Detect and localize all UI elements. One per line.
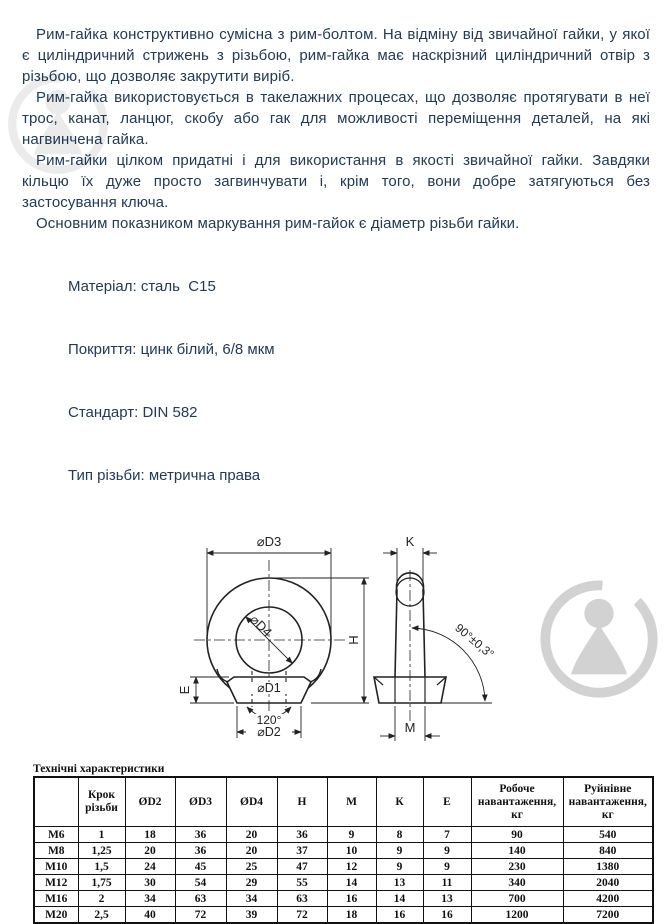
table-header-cell: ØD2	[125, 777, 175, 827]
size-cell: M12	[34, 875, 78, 891]
table-header-cell: Крок різьби	[78, 777, 125, 827]
value-cell: 13	[376, 875, 423, 891]
value-cell: 18	[125, 827, 175, 843]
value-cell: 20	[226, 827, 277, 843]
dim-label-d4: ⌀D4	[247, 611, 276, 640]
value-cell: 1380	[563, 859, 653, 875]
size-cell: M10	[34, 859, 78, 875]
value-cell: 36	[277, 827, 327, 843]
table-header-cell: ØD3	[175, 777, 226, 827]
value-cell: 14	[327, 875, 376, 891]
value-cell: 1,75	[78, 875, 125, 891]
spec-coating: Покриття: цинк білий, 6/8 мкм	[68, 341, 275, 358]
value-cell: 45	[175, 859, 226, 875]
value-cell: 39	[226, 907, 277, 924]
paragraph-marking: Основним показником маркування рим-гайок є діаметр різьби гайки.	[36, 215, 520, 232]
specs-table	[33, 776, 654, 924]
table-header-cell: М	[327, 777, 376, 827]
spec-material: Матеріал: сталь С15	[68, 278, 216, 295]
value-cell: 54	[175, 875, 226, 891]
table-header-cell	[34, 777, 78, 827]
value-cell: 36	[175, 827, 226, 843]
value-cell: 47	[277, 859, 327, 875]
value-cell: 24	[125, 859, 175, 875]
value-cell: 12	[327, 859, 376, 875]
value-cell: 18	[327, 907, 376, 924]
value-cell: 63	[175, 891, 226, 907]
table-header-cell: Руйнівне навантаження, кг	[563, 777, 653, 827]
value-cell: 9	[376, 843, 423, 859]
dim-label-d1: ⌀D1	[257, 681, 281, 695]
value-cell: 72	[277, 907, 327, 924]
table-row	[34, 827, 653, 843]
value-cell: 340	[471, 875, 563, 891]
value-cell: 7200	[563, 907, 653, 924]
value-cell: 11	[423, 875, 471, 891]
table-header-cell: ØD4	[226, 777, 277, 827]
dim-label-90deg: 90°±0,3°	[452, 620, 497, 662]
value-cell: 1,25	[78, 843, 125, 859]
value-cell: 37	[277, 843, 327, 859]
value-cell: 700	[471, 891, 563, 907]
spec-thread-type: Тип різьби: метрична права	[68, 467, 261, 484]
table-row	[34, 859, 653, 875]
dim-label-h: H	[346, 635, 361, 645]
table-title: Технічні характеристики	[33, 763, 165, 775]
value-cell: 540	[563, 827, 653, 843]
value-cell: 9	[423, 843, 471, 859]
value-cell: 72	[175, 907, 226, 924]
value-cell: 34	[125, 891, 175, 907]
value-cell: 1,5	[78, 859, 125, 875]
technical-drawing	[174, 532, 519, 761]
value-cell: 25	[226, 859, 277, 875]
paragraph-intro: Рим-гайка конструктивно сумісна з рим-болтом. На відміну від звичайної гайки, у якої є циліндричний стрижень з різьбою, рим-гайка має наскрізний циліндричний отвір з різьбою, що дозволяє закрутити виріб.	[22, 26, 650, 85]
table-header-cell: Робоче навантаження, кг	[471, 777, 563, 827]
value-cell: 9	[423, 859, 471, 875]
value-cell: 9	[327, 827, 376, 843]
size-cell: M6	[34, 827, 78, 843]
table-section	[33, 763, 647, 924]
value-cell: 34	[226, 891, 277, 907]
value-cell: 55	[277, 875, 327, 891]
dim-label-d2: ⌀D2	[257, 725, 281, 739]
dim-label-k: K	[405, 534, 415, 549]
value-cell: 840	[563, 843, 653, 859]
value-cell: 4200	[563, 891, 653, 907]
value-cell: 1	[78, 827, 125, 843]
table-header-cell: К	[376, 777, 423, 827]
table-row	[34, 875, 653, 891]
value-cell: 16	[376, 907, 423, 924]
size-cell: M20	[34, 907, 78, 924]
value-cell: 63	[277, 891, 327, 907]
value-cell: 90	[471, 827, 563, 843]
value-cell: 29	[226, 875, 277, 891]
value-cell: 1200	[471, 907, 563, 924]
dim-label-e: E	[177, 685, 192, 695]
dim-label-d3: ⌀D3	[256, 534, 282, 549]
table-row	[34, 907, 653, 924]
value-cell: 2040	[563, 875, 653, 891]
value-cell: 20	[125, 843, 175, 859]
value-cell: 230	[471, 859, 563, 875]
value-cell: 13	[423, 891, 471, 907]
size-cell: M8	[34, 843, 78, 859]
value-cell: 40	[125, 907, 175, 924]
value-cell: 9	[376, 859, 423, 875]
dim-label-120: 120°	[256, 713, 282, 727]
value-cell: 2,5	[78, 907, 125, 924]
value-cell: 2	[78, 891, 125, 907]
table-header-cell: Е	[423, 777, 471, 827]
value-cell: 16	[423, 907, 471, 924]
size-cell: M16	[34, 891, 78, 907]
table-header-cell: Н	[277, 777, 327, 827]
spec-list	[68, 234, 650, 528]
paragraph-as-nut: Рим-гайки цілком придатні і для використання в якості звичайної гайки. Завдяки кільцю їх дуже просто загвинчувати і, крім того, вони добре затягуються без застосування ключа.	[22, 152, 650, 211]
value-cell: 140	[471, 843, 563, 859]
value-cell: 36	[175, 843, 226, 859]
paragraph-usage: Рим-гайка використовується в такелажних процесах, що дозволяє протягувати в неї трос, канат, ланцюг, скобу або гак для можливості переміщення деталей, на які нагвинчена гайка.	[22, 89, 650, 148]
value-cell: 16	[327, 891, 376, 907]
value-cell: 30	[125, 875, 175, 891]
table-row	[34, 891, 653, 907]
value-cell: 20	[226, 843, 277, 859]
table-header-row	[34, 777, 653, 827]
table-row	[34, 843, 653, 859]
spec-standard: Стандарт: DIN 582	[68, 404, 198, 421]
value-cell: 14	[376, 891, 423, 907]
value-cell: 7	[423, 827, 471, 843]
dim-label-m: M	[404, 720, 416, 735]
value-cell: 8	[376, 827, 423, 843]
value-cell: 10	[327, 843, 376, 859]
